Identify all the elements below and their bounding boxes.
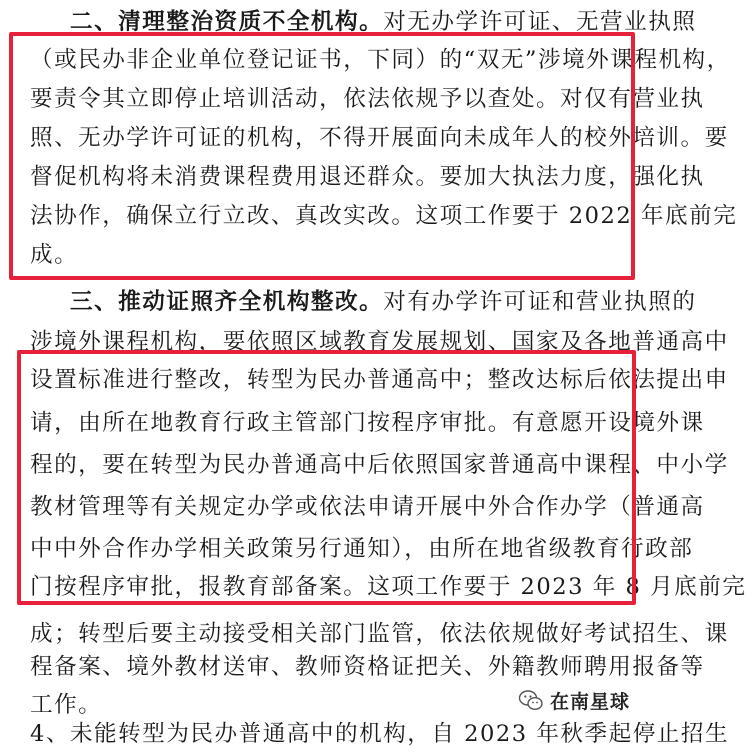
doc-line-text: 对无办学许可证、无营业执照 bbox=[383, 9, 697, 35]
doc-line-text: （或民办非企业单位登记证书，下同）的“双无”涉境外课程机构， bbox=[30, 47, 731, 73]
doc-line-text: 工作。 bbox=[30, 692, 103, 718]
doc-line-text: 成；转型后要主动接受相关部门监管，依法依规做好考试招生、课 bbox=[30, 621, 729, 647]
doc-line-text: 要责令其立即停止培训活动，依法依规予以查处。对仅有营业执 bbox=[30, 86, 705, 112]
doc-line-text: 照、无办学许可证的机构，不得开展面向未成年人的校外培训。要 bbox=[30, 125, 729, 151]
doc-line-text: 程的，要在转型为民办普通高中后依照国家普通高中课程、中小学 bbox=[30, 452, 729, 478]
doc-line-text: 请，由所在地教育行政主管部门按程序审批。有意愿开设境外课 bbox=[30, 410, 705, 436]
section-heading-three: 三、推动证照齐全机构整改。 bbox=[70, 289, 384, 315]
doc-line-text: 设置标准进行整改，转型为民办普通高中；整改达标后依法提出申 bbox=[30, 367, 729, 393]
doc-line-text: 中中外合作办学相关政策另行通知），由所在地省级教育行政部 bbox=[30, 536, 694, 562]
doc-line-text: 督促机构将未消费课程费用退还群众。要加大执法力度，强化执 bbox=[30, 164, 705, 190]
highlight-box-section-three bbox=[17, 350, 636, 605]
wechat-logo-icon bbox=[518, 687, 544, 713]
watermark bbox=[512, 680, 636, 720]
doc-line-text: 程备案、境外教材送审、教师资格证把关、外籍教师聘用报备等 bbox=[30, 654, 705, 680]
highlight-box-section-two bbox=[9, 32, 635, 280]
doc-line-text: 成。 bbox=[30, 242, 79, 268]
doc-line-text: 涉境外课程机构，要依照区域教育发展规划、国家及各地普通高中 bbox=[30, 329, 729, 355]
doc-line-text: 门按程序审批，报教育部备案。这项工作要于 2023 年 8 月底前完 bbox=[30, 574, 746, 600]
doc-line-text: 法协作，确保立行立改、真改实改。这项工作要于 2022 年底前完 bbox=[30, 203, 738, 229]
doc-line-text: 4、未能转型为民办普通高中的机构，自 2023 年秋季起停止招生 bbox=[30, 721, 730, 747]
doc-line-text: 教材管理等有关规定办学或依法申请开展中外合作办学（普通高 bbox=[30, 494, 705, 520]
watermark-label: 在南星球 bbox=[549, 690, 630, 713]
section-heading-two: 二、清理整治资质不全机构。 bbox=[70, 9, 384, 35]
doc-line-8 bbox=[30, 280, 697, 324]
doc-line-text: 对有办学许可证和营业执照的 bbox=[383, 289, 697, 315]
